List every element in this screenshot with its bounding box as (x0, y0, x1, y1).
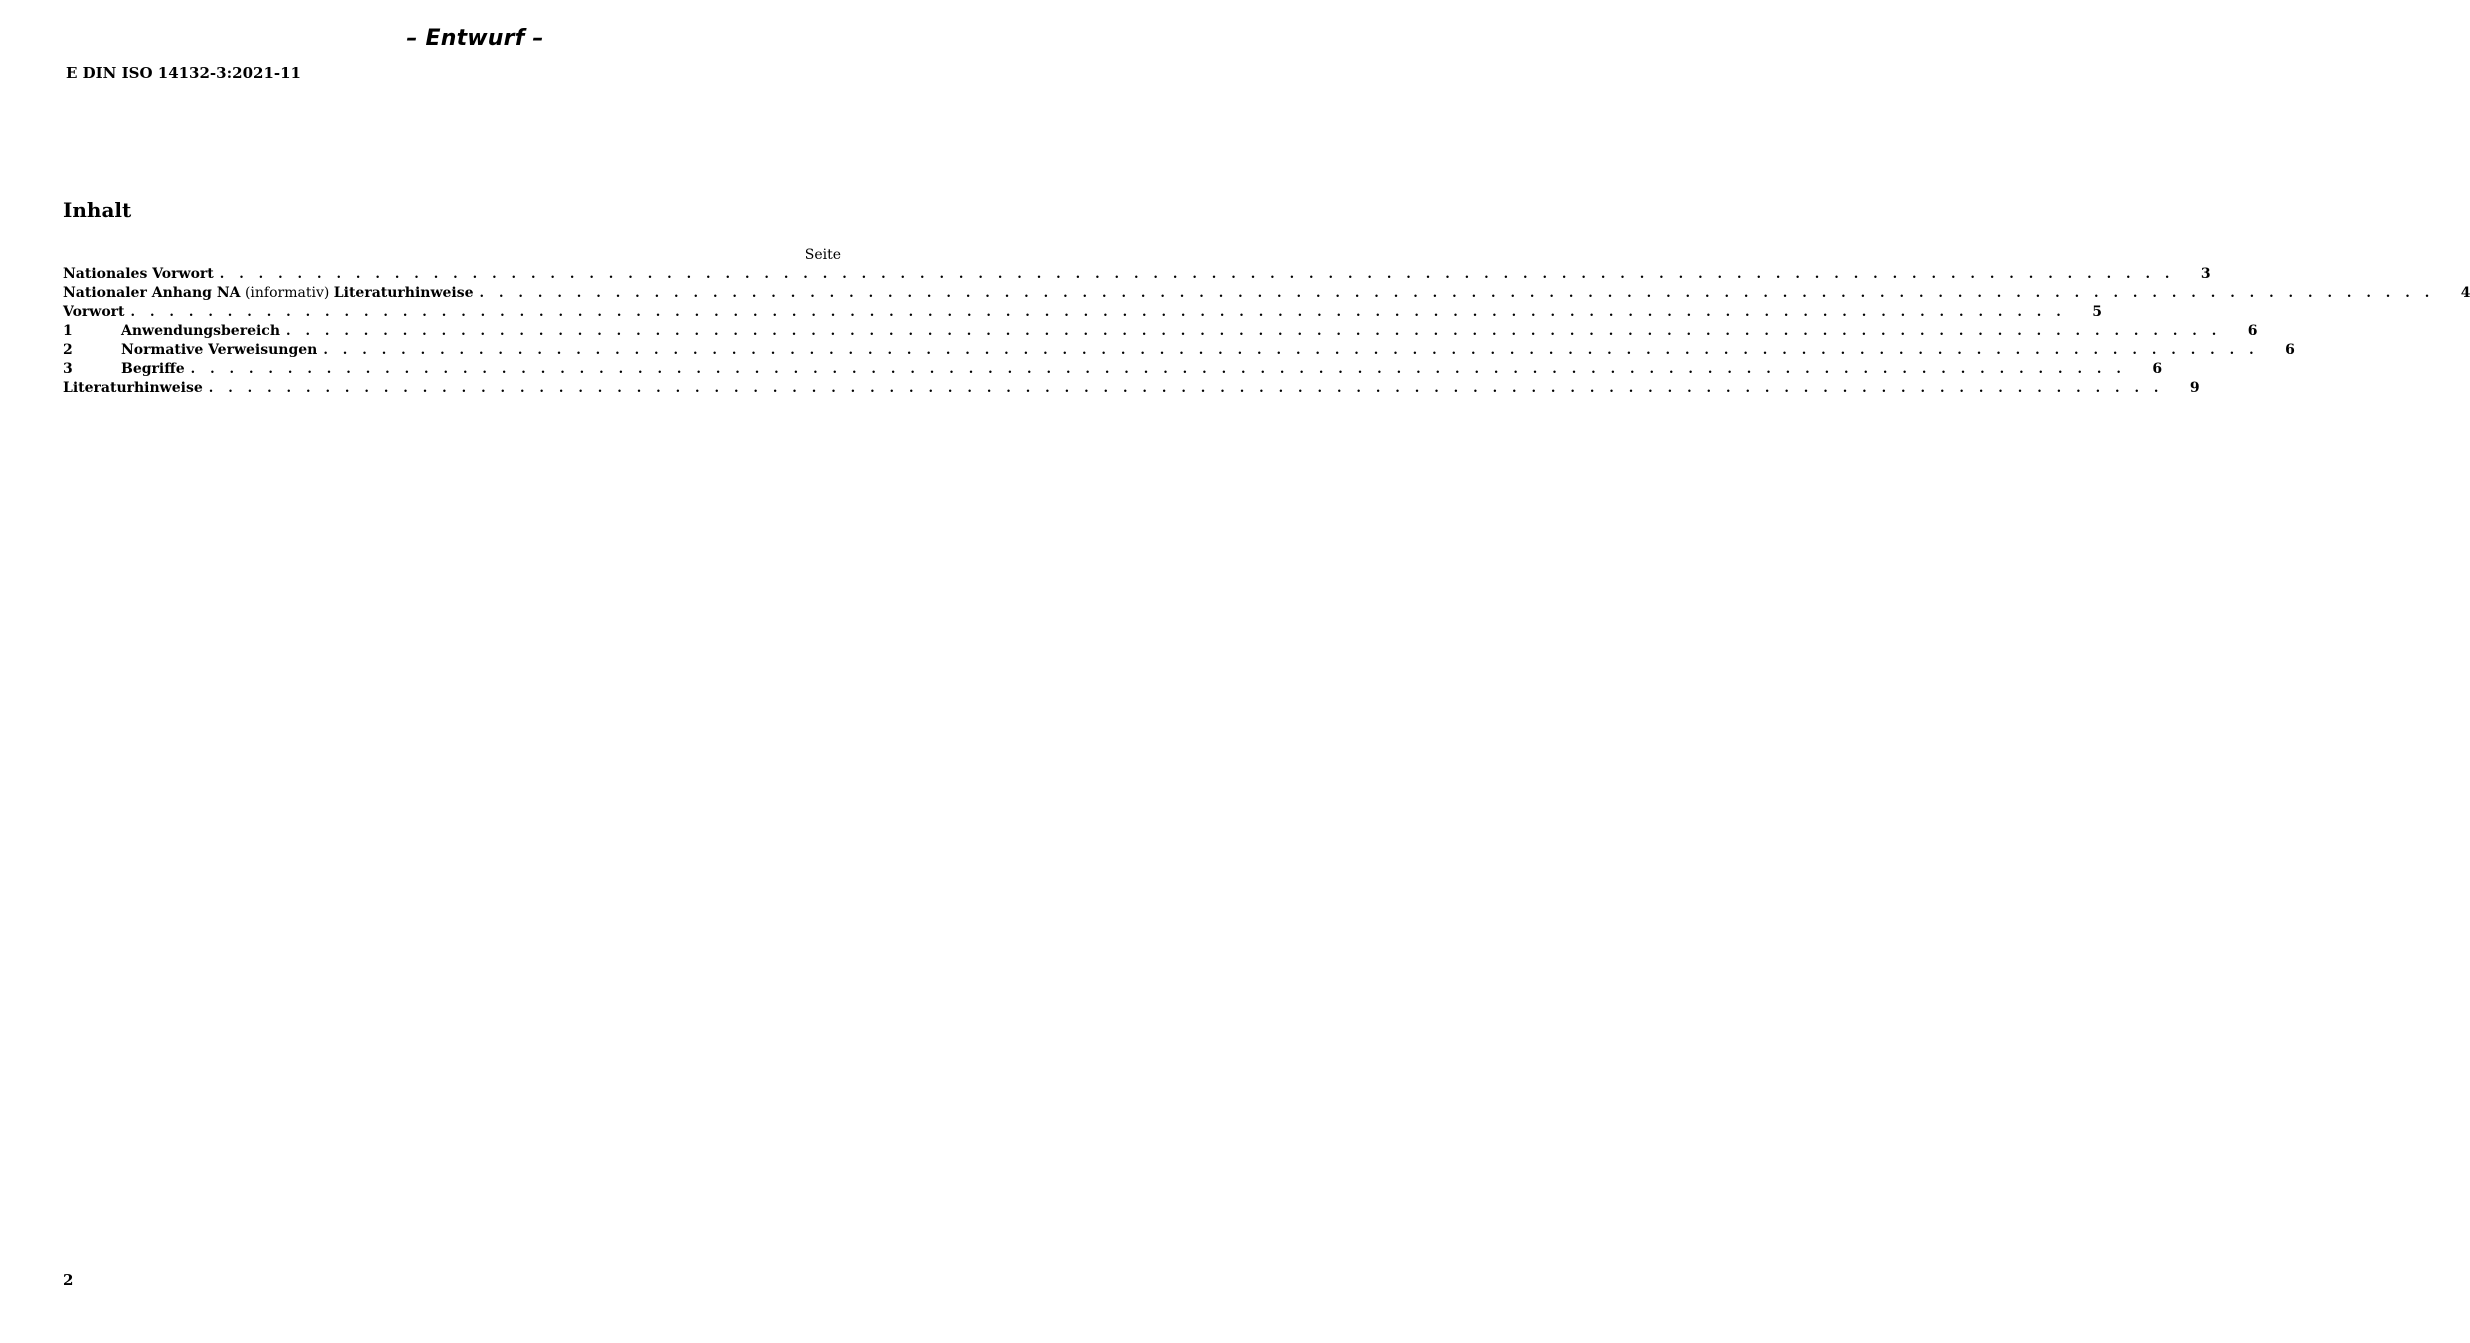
toc-entry-page: 3 (2200, 266, 2211, 282)
toc-entry-label-suffix: Literaturhinweise (333, 285, 474, 301)
toc-entry-number: 2 (63, 342, 73, 358)
toc-entry-page: 6 (2285, 342, 2295, 358)
dot-leader: . . . . . . . . . . . . . . . . . . . . . . . . . . . . . . . . . . . . . . . . . . . . . . . . . . . . . . . . . . . . . . . . . . . . . . . . . . . . . . . . . . . . . . . . . . . . . . . . . . . . (130, 305, 2066, 320)
toc-entry[interactable] (63, 284, 2470, 303)
dot-leader: . . . . . . . . . . . . . . . . . . . . . . . . . . . . . . . . . . . . . . . . . . . . . . . . . . . . . . . . . . . . . . . . . . . . . . . . . . . . . . . . . . . . . . . . . . . . . . . . . . . . (323, 343, 2259, 358)
document-id: E DIN ISO 14132-3:2021-11 (66, 64, 301, 82)
toc-entry[interactable] (63, 303, 2102, 322)
toc-entry-label: Vorwort (63, 304, 125, 320)
toc-entry-number: 3 (63, 361, 73, 377)
toc-entry[interactable] (63, 360, 2163, 379)
toc-entry-label (63, 284, 480, 303)
table-of-contents (63, 246, 2470, 398)
toc-entry-label-main: Nationaler Anhang NA (63, 285, 241, 301)
toc-entry-page: 5 (2092, 304, 2102, 320)
toc-entry-page: 6 (2247, 323, 2258, 339)
page-column-label: Seite (804, 247, 841, 263)
toc-entry-number: 1 (63, 323, 73, 339)
dot-leader: . . . . . . . . . . . . . . . . . . . . . . . . . . . . . . . . . . . . . . . . . . . . . . . . . . . . . . . . . . . . . . . . . . . . . . . . . . . . . . . . . . . . . . . . . . . . . . . . . . . . . (208, 381, 2164, 396)
toc-entry-page: 4 (2460, 285, 2470, 301)
toc-entry-page: 6 (2152, 361, 2163, 377)
toc-entry[interactable] (63, 322, 2258, 341)
toc-entry[interactable] (63, 379, 2200, 398)
toc-entry-label: Begriffe (121, 361, 185, 377)
toc-entry[interactable] (63, 341, 2295, 360)
toc-entry-label-note: (informativ) (240, 285, 334, 301)
dot-leader: . . . . . . . . . . . . . . . . . . . . . . . . . . . . . . . . . . . . . . . . . . . . . . . . . . . . . . . . . . . . . . . . . . . . . . . . . . . . . . . . . . . . . . . . . . . . . . . . . . . . (286, 324, 2222, 339)
draft-label: – Entwurf – (406, 26, 544, 51)
toc-entry[interactable] (63, 265, 2211, 284)
page-number: 2 (63, 1271, 74, 1289)
dot-leader: . . . . . . . . . . . . . . . . . . . . . . . . . . . . . . . . . . . . . . . . . . . . . . . . . . . . . . . . . . . . . . . . . . . . . . . . . . . . . . . . . . . . . . . . . . . . . . . . . . . . (190, 362, 2127, 377)
toc-entry-label: Literaturhinweise (63, 380, 203, 396)
dot-leader: . . . . . . . . . . . . . . . . . . . . . . . . . . . . . . . . . . . . . . . . . . . . . . . . . . . . . . . . . . . . . . . . . . . . . . . . . . . . . . . . . . . . . . . . . . . . . . . . . . . . . (479, 286, 2435, 301)
toc-entry-label: Nationales Vorwort (63, 266, 214, 282)
toc-entry-label: Anwendungsbereich (121, 323, 280, 339)
dot-leader: . . . . . . . . . . . . . . . . . . . . . . . . . . . . . . . . . . . . . . . . . . . . . . . . . . . . . . . . . . . . . . . . . . . . . . . . . . . . . . . . . . . . . . . . . . . . . . . . . . . . . (219, 267, 2175, 282)
toc-entry-page: 9 (2189, 380, 2200, 396)
toc-entry-label: Normative Verweisungen (121, 342, 318, 358)
toc-heading: Inhalt (63, 198, 132, 222)
